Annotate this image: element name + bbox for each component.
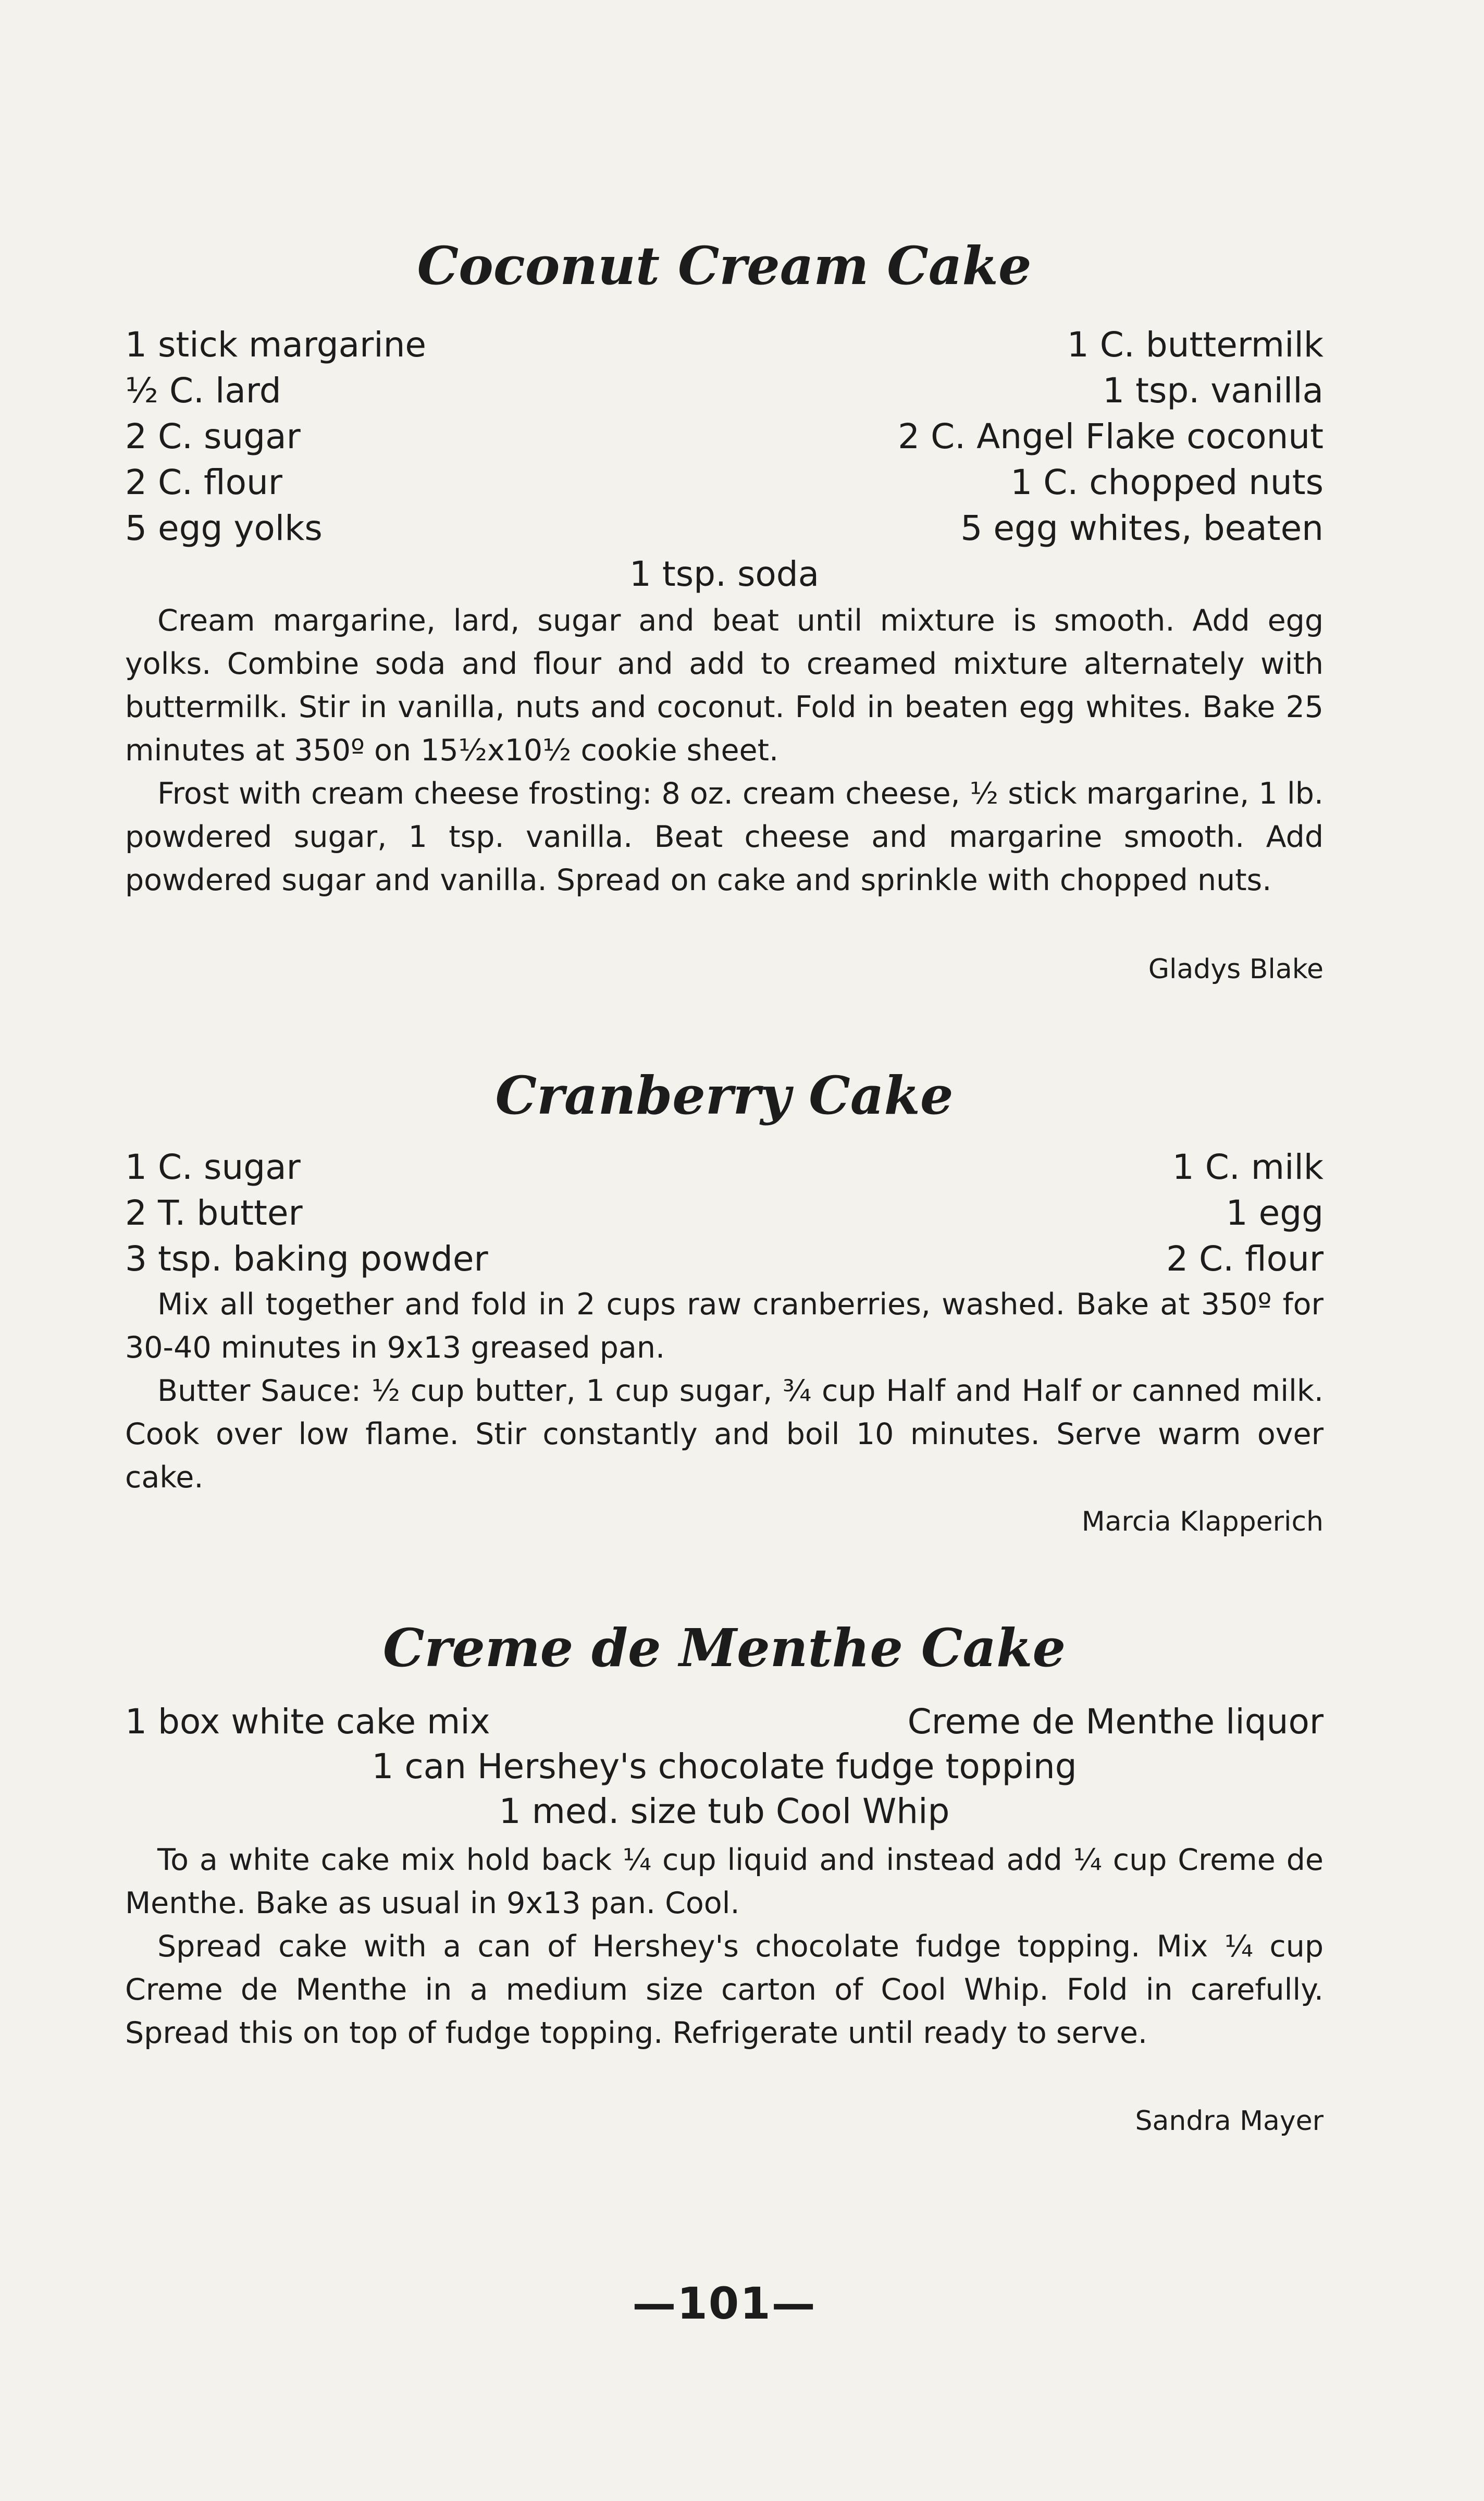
ingredient-row [125,414,1324,460]
ingredient-left: 1 box white cake mix [125,1702,490,1742]
ingredient-right: 5 egg whites, beaten [960,508,1324,548]
ingredient-right: 2 C. Angel Flake coconut [898,416,1324,457]
ingredient-row [125,1190,1324,1236]
ingredient-row-center [125,1789,1324,1834]
ingredient-row-center [125,1744,1324,1790]
ingredient-center: 1 med. size tub Cool Whip [499,1791,950,1831]
ingredient-left: 1 C. sugar [125,1147,301,1187]
ingredient-row [125,322,1324,368]
recipe-author: Marcia Klapperich [1081,1506,1324,1537]
recipe-author: Sandra Mayer [1135,2105,1324,2137]
ingredient-right: 1 tsp. vanilla [1103,371,1324,411]
instructions-paragraph: Spread cake with a can of Hershey's chocolate fudge topping. Mix ¼ cup Creme de Menthe in a medium size carton of Cool Whip. Fold in carefully. Spread this on top of fudge topping. Refrigerate until ready to serve. [125,1929,1324,2050]
ingredient-right: 1 C. chopped nuts [1010,462,1324,502]
ingredient-left: 5 egg yolks [125,508,323,548]
ingredient-center: 1 tsp. soda [629,554,820,594]
ingredient-left: 2 T. butter [125,1193,303,1233]
ingredient-row [125,1699,1324,1745]
ingredient-right: 1 egg [1226,1193,1324,1233]
ingredient-row [125,368,1324,414]
ingredient-row-center [125,551,1324,597]
ingredient-row [125,1236,1324,1282]
ingredient-left: 2 C. sugar [125,416,301,457]
page-number: —101— [632,2278,817,2329]
ingredient-right: 1 C. milk [1172,1147,1324,1187]
instructions-paragraph: Frost with cream cheese frosting: 8 oz. cream cheese, ½ stick margarine, 1 lb. powdered sugar, 1 tsp. vanilla. Beat cheese and margarine smooth. Add powdered sugar and vanilla. Spread on cake and sprinkle with chopped nuts. [125,777,1324,897]
instructions-paragraph: Cream margarine, lard, sugar and beat until mixture is smooth. Add egg yolks. Combine soda and flour and add to creamed mixture alternately with buttermilk. Stir in vanilla, nuts and coconut. Fold in beaten egg whites. Bake 25 minutes at 350º on 15½x10½ cookie sheet. [125,603,1324,768]
ingredient-left: 2 C. flour [125,462,282,502]
ingredient-right: Creme de Menthe liquor [907,1702,1324,1742]
ingredient-right: 1 C. buttermilk [1067,325,1324,365]
ingredient-row [125,506,1324,551]
ingredient-right: 2 C. flour [1166,1239,1324,1279]
recipe-title: Cranberry Cake [495,1065,954,1126]
ingredient-row [125,460,1324,506]
ingredient-row [125,1144,1324,1190]
instructions-paragraph: Mix all together and fold in 2 cups raw cranberries, washed. Bake at 350º for 30-40 minutes in 9x13 greased pan. [125,1287,1324,1365]
ingredient-left: 1 stick margarine [125,325,427,365]
instructions-paragraph: Butter Sauce: ½ cup butter, 1 cup sugar, ¾ cup Half and Half or canned milk. Cook over low flame. Stir constantly and boil 10 minutes. Serve warm over cake. [125,1374,1324,1495]
recipe-title: Coconut Cream Cake [417,235,1032,297]
recipe-title: Creme de Menthe Cake [382,1617,1066,1679]
instructions-paragraph: To a white cake mix hold back ¼ cup liquid and instead add ¼ cup Creme de Menthe. Bake as usual in 9x13 pan. Cool. [125,1843,1324,1920]
ingredient-left: 3 tsp. baking powder [125,1239,488,1279]
ingredient-left: ½ C. lard [125,371,281,411]
recipe-author: Gladys Blake [1148,954,1324,985]
ingredient-center: 1 can Hershey's chocolate fudge topping [372,1746,1077,1787]
cookbook-page [125,0,1324,2501]
